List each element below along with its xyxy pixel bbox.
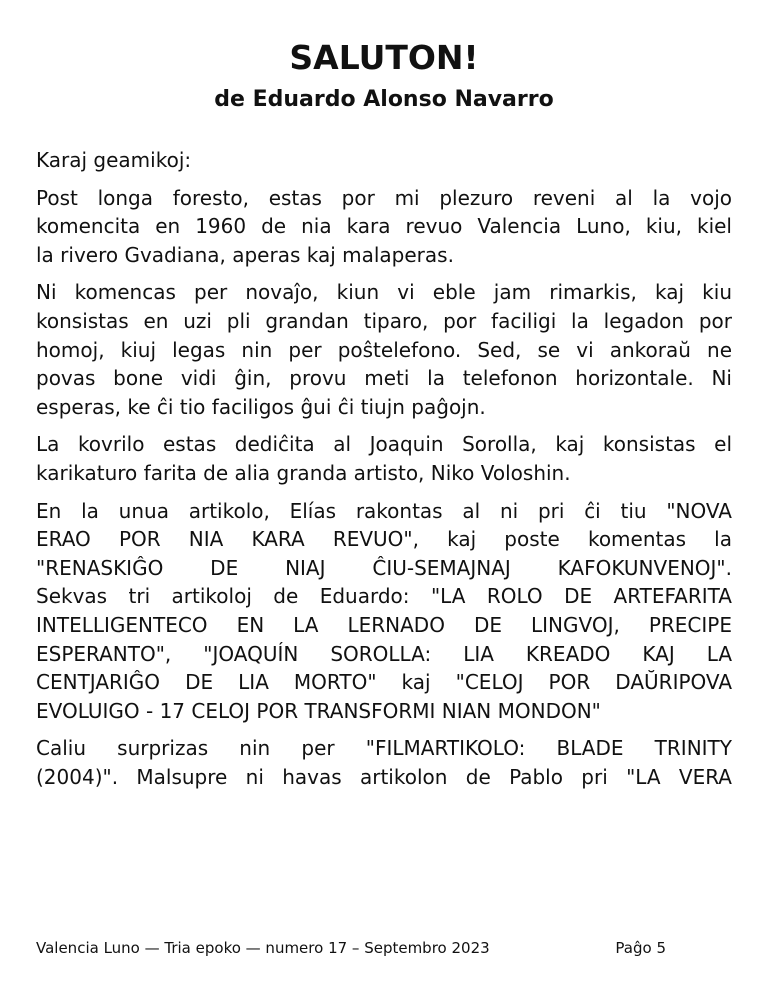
text-line: CENTJARIĜO DE LIA MORTO" kaj "CELOJ POR DAŬRIPOVA: [36, 670, 732, 695]
text-line: "RENASKIĜO DE NIAJ ĈIU-SEMAJNAJ KAFOKUNVENOJ".: [36, 555, 732, 580]
text-line: homoj, kiuj legas nin per poŝtelefono. Sed, se vi ankoraŭ ne: [36, 337, 732, 362]
text-line: La kovrilo estas dediĉita al Joaquin Sorolla, kaj konsistas el: [36, 432, 732, 457]
article-paragraph: [36, 430, 732, 487]
text-line: Sekvas tri artikoloj de Eduardo: "LA ROLO DE ARTEFARITA: [36, 584, 732, 609]
page-title: SALUTON!: [289, 38, 479, 77]
article-paragraph: [36, 497, 732, 726]
text-line: ERAO POR NIA KARA REVUO", kaj poste komentas la: [36, 527, 732, 552]
page-number: Paĝo 5: [615, 939, 666, 957]
article-paragraph: [36, 278, 732, 421]
text-line: ESPERANTO", "JOAQUÍN SOROLLA: LIA KREADO KAJ LA: [36, 641, 732, 666]
author-byline: de Eduardo Alonso Navarro: [214, 87, 554, 112]
text-line: karikaturo farita de alia granda artisto, Niko Voloshin.: [36, 460, 571, 485]
text-line: esperas, ke ĉi tio faciligos ĝui ĉi tiujn paĝojn.: [36, 394, 486, 419]
article-paragraph: [36, 184, 732, 270]
text-line: EVOLUIGO - 17 CELOJ POR TRANSFORMI NIAN MONDON": [36, 698, 601, 723]
text-line: En la unua artikolo, Elías rakontas al ni pri ĉi tiu "NOVA: [36, 498, 732, 523]
article-paragraph: [36, 146, 732, 175]
text-line: konsistas en uzi pli grandan tiparo, por faciligi la legadon por: [36, 308, 732, 333]
text-line: INTELLIGENTECO EN LA LERNADO DE LINGVOJ, PRECIPE: [36, 612, 732, 637]
text-line: Karaj geamikoj:: [36, 148, 192, 172]
page-footer: [36, 938, 666, 958]
article-body: [36, 146, 732, 800]
text-line: Ni komencas per novaĵo, kiun vi eble jam rimarkis, kaj kiu: [36, 280, 732, 305]
text-line: Caliu surprizas nin per "FILMARTIKOLO: BLADE TRINITY: [36, 736, 732, 761]
text-line: povas bone vidi ĝin, provu meti la telefonon horizontale. Ni: [36, 366, 732, 391]
footer-publication: Valencia Luno — Tria epoko — numero 17 – Septembro 2023: [36, 939, 490, 957]
text-line: la rivero Gvadiana, aperas kaj malaperas.: [36, 242, 454, 267]
text-line: Post longa foresto, estas por mi plezuro reveni al la vojo: [36, 185, 732, 210]
text-line: (2004)". Malsupre ni havas artikolon de Pablo pri "LA VERA: [36, 764, 732, 789]
article-paragraph: [36, 734, 732, 791]
text-line: komencita en 1960 de nia kara revuo Valencia Luno, kiu, kiel: [36, 214, 732, 239]
